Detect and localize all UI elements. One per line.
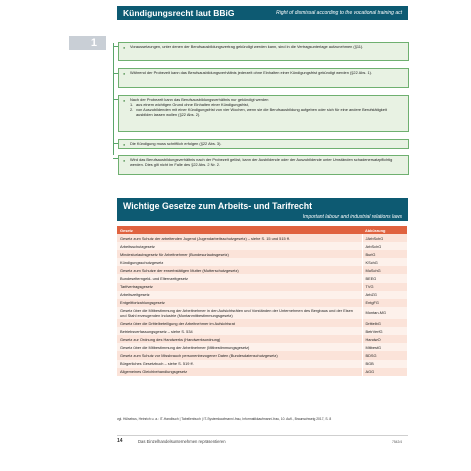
law-abbreviation-cell: Montan-MG (362, 307, 407, 319)
table-row (117, 343, 407, 351)
section2-title: Wichtige Gesetze zum Arbeits- und Tarifrecht (123, 200, 313, 211)
table-row (117, 327, 407, 335)
law-name-cell: Entgeltfortzahlungsgesetz (117, 299, 362, 307)
rule-list-item (130, 107, 404, 117)
law-abbreviation-cell: DrittelbG (362, 319, 407, 327)
rule-box (118, 42, 409, 61)
rule-box (118, 95, 409, 132)
source-footnote: vgl. Hülsebus, Heinrich u. a.: IT-Handbuch | Tabellenbuch | IT-Systemkaufmann/-frau, Informatikkaufmann/-frau, 10. Aufl., Braunschweig 2017, S. 8 (117, 417, 332, 421)
rule-box (118, 139, 409, 149)
rule-bullet-icon: ● (123, 143, 126, 147)
rule-text: Nach der Probezeit kann das Berufsausbildungsverhältnis nur gekündigt werden (130, 97, 269, 102)
rule-text: Voraussetzungen, unter denen der Berufsausbildungsvertrag gekündigt werden kann, sind in die Vertragsunterlage aufzunehmen (§11). (130, 44, 364, 49)
footer-code: 7542/4 (392, 440, 403, 444)
rule-bullet-icon: ● (123, 46, 126, 50)
law-abbreviation-cell: ArbSchG (362, 242, 407, 250)
table-body (117, 234, 407, 376)
law-abbreviation-cell: ArbZG (362, 291, 407, 299)
table-row (117, 250, 407, 258)
law-abbreviation-cell: MuSchG (362, 266, 407, 274)
section1-subtitle: Right of dismissal according to the vocational training act (276, 10, 402, 16)
footer-chapter-title: Das Einzelhandelsunternehmen repräsentieren (138, 439, 226, 444)
law-abbreviation-cell: BDSG (362, 351, 407, 359)
laws-table (117, 226, 407, 376)
table-row (117, 299, 407, 307)
law-name-cell: Gesetz über die Drittelbeteiligung der Arbeitnehmer im Aufsichtsrat (117, 319, 362, 327)
section1-banner (117, 6, 408, 20)
table-row (117, 258, 407, 266)
law-name-cell: Gesetz zum Schutz der arbeitenden Jugend (Jugendarbeitsschutzgesetz) – siehe S. 15 und 515 ff. (117, 234, 362, 242)
law-name-cell: Gesetz über die Mitbestimmung der Arbeitnehmer in den Aufsichtsräten und Vorständen der Unternehmen des Bergbaus und der Eisen und Stahl erzeugenden Industrie (Montanmitbestimmungsgesetz) (117, 307, 362, 319)
law-name-cell: Gesetz zum Schutze der erwerbstätigen Mutter (Mutterschutzgesetz) (117, 266, 362, 274)
table-row (117, 266, 407, 274)
law-name-cell: Bundeselterngeld- und Elternzeitgesetz (117, 274, 362, 282)
law-name-cell: Allgemeines Gleichbehandlungsgesetz (117, 368, 362, 376)
rule-text: Die Kündigung muss schriftlich erfolgen (§22 Abs. 3). (130, 141, 222, 146)
table-row (117, 307, 407, 319)
rule-bullet-icon: ● (123, 99, 126, 103)
table-header-row (117, 226, 407, 234)
law-name-cell: Arbeitszeitgesetz (117, 291, 362, 299)
law-abbreviation-cell: BurlG (362, 250, 407, 258)
rule-bullet-icon: ● (123, 159, 126, 163)
law-abbreviation-cell: TVG (362, 283, 407, 291)
law-abbreviation-cell: HandwO (362, 335, 407, 343)
law-abbreviation-cell: AGG (362, 368, 407, 376)
table-header-law: Gesetz (117, 226, 362, 234)
law-name-cell: Gesetz über die Mitbestimmung der Arbeitnehmer (Mitbestimmungsgesetz) (117, 343, 362, 351)
rule-text: Während der Probezeit kann das Berufsausbildungsverhältnis jederzeit ohne Einhalten einer Kündigungsfrist gekündigt werden (§22 Abs. 1). (130, 70, 373, 75)
table-row (117, 234, 407, 242)
page-number: 14 (117, 438, 123, 444)
law-abbreviation-cell: BEEG (362, 274, 407, 282)
rule-list-number: 2. (130, 107, 134, 112)
law-abbreviation-cell: JArbSchG (362, 234, 407, 242)
section2-subtitle: Important labour and industrial relations laws (117, 213, 408, 221)
table-row (117, 335, 407, 343)
table-row (117, 274, 407, 282)
footer-divider (117, 435, 408, 436)
law-name-cell: Gesetz zur Ordnung des Handwerks (Handwerksordnung) (117, 335, 362, 343)
law-abbreviation-cell: BetrVerfG (362, 327, 407, 335)
section2-banner (117, 198, 408, 213)
table-row (117, 319, 407, 327)
section-number-badge: 1 (69, 36, 106, 50)
law-abbreviation-cell: BGB (362, 360, 407, 368)
table-row (117, 291, 407, 299)
law-name-cell: Betriebsverfassungsgesetz – siehe S. 534 (117, 327, 362, 335)
section1-title: Kündigungsrecht laut BBiG (123, 8, 235, 18)
law-name-cell: Gesetz zum Schutz vor Missbrauch personenbezogener Daten (Bundesdatenschutzgesetz) (117, 351, 362, 359)
table-row (117, 351, 407, 359)
table-row (117, 283, 407, 291)
law-name-cell: Bürgerliches Gesetzbuch – siehe S. 519 ff. (117, 360, 362, 368)
law-abbreviation-cell: KSchG (362, 258, 407, 266)
law-abbreviation-cell: EntgFG (362, 299, 407, 307)
law-name-cell: Kündigungsschutzgesetz (117, 258, 362, 266)
law-abbreviation-cell: MitbestG (362, 343, 407, 351)
law-name-cell: Arbeitsschutzgesetz (117, 242, 362, 250)
rule-bullet-icon: ● (123, 72, 126, 76)
rule-list-number: 1. (130, 102, 134, 107)
table-row (117, 360, 407, 368)
rule-list-text: aus einem wichtigen Grund ohne Einhalten einer Kündigungsfrist, (136, 102, 249, 107)
table-row (117, 242, 407, 250)
rule-box (118, 155, 409, 175)
law-name-cell: Mindesturlaubsgesetz für Arbeitnehmer (Bundesurlaubsgesetz) (117, 250, 362, 258)
rule-list-text: von Auszubildenden mit einer Kündigungsfrist von vier Wochen, wenn sie die Berufsausbildung aufgeben oder sich für eine andere Berufstätigkeit ausbilden lassen wollen (§22 Abs. 2). (136, 107, 387, 117)
law-name-cell: Tarifvertragsgesetz (117, 283, 362, 291)
table-header-abbr: Abkürzung (362, 226, 407, 234)
rule-text: Wird das Berufsausbildungsverhältnis nach der Probezeit gelöst, kann der Ausbildende oder der Auszubildende unter Umständen schadenersatzpflichtig werden. Dies gilt nicht im Falle des §22 Abs. 2 Nr. 2. (130, 157, 393, 167)
table-row (117, 368, 407, 376)
rule-box (118, 68, 409, 88)
